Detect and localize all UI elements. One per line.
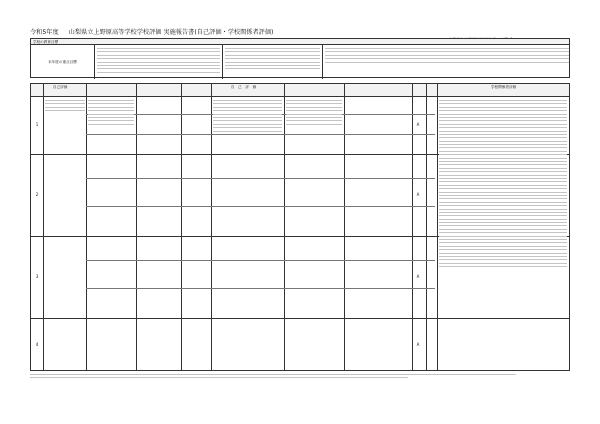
sub-row-divider (86, 288, 435, 289)
table-header-band (31, 84, 569, 97)
col-divider (43, 84, 44, 370)
col-divider (437, 84, 438, 370)
row-number: 2 (35, 192, 39, 197)
col-divider (344, 84, 345, 370)
sub-row-divider (86, 178, 435, 179)
title-prefix: 令和5年度 (30, 29, 59, 36)
stakeholder-comments (439, 100, 567, 360)
col-divider (86, 84, 87, 370)
goals-header: 学校の教育目標 (31, 39, 569, 45)
band-label-stakeholder: 学校関係者評価 (491, 85, 517, 89)
col-divider (181, 84, 182, 370)
goals-section (30, 38, 570, 78)
document-title (30, 27, 570, 37)
col-divider (284, 84, 285, 370)
row-number: 1 (35, 122, 39, 127)
area-text (45, 100, 85, 150)
title-text: 山梨県立上野原高等学校学校評価 実施報告書(自己評価・学校関係者評価) (68, 29, 274, 36)
goals-list-c (323, 45, 571, 79)
col-divider (412, 84, 413, 370)
band-label-center: 自 己 評 価 (231, 85, 257, 89)
row-number: 3 (35, 274, 39, 279)
row-number: 4 (35, 342, 39, 347)
band-label-self: 自己評価 (53, 85, 68, 89)
col-divider (426, 84, 427, 370)
focus-goals-label: 本年度の重点目標 (31, 45, 95, 79)
rating-value: A (416, 274, 420, 279)
sub-row-divider (86, 206, 435, 207)
result-text (213, 100, 282, 152)
goal-text (88, 100, 134, 150)
col-divider (211, 84, 212, 370)
analysis-text (286, 100, 342, 152)
rating-value: A (416, 122, 420, 127)
rating-value: A (416, 342, 420, 347)
goals-list-a (95, 45, 223, 79)
evaluation-table (30, 83, 570, 371)
rating-value: A (416, 192, 420, 197)
sub-row-divider (86, 260, 435, 261)
goals-list-b (223, 45, 323, 79)
footnote (30, 374, 570, 384)
col-divider (136, 84, 137, 370)
